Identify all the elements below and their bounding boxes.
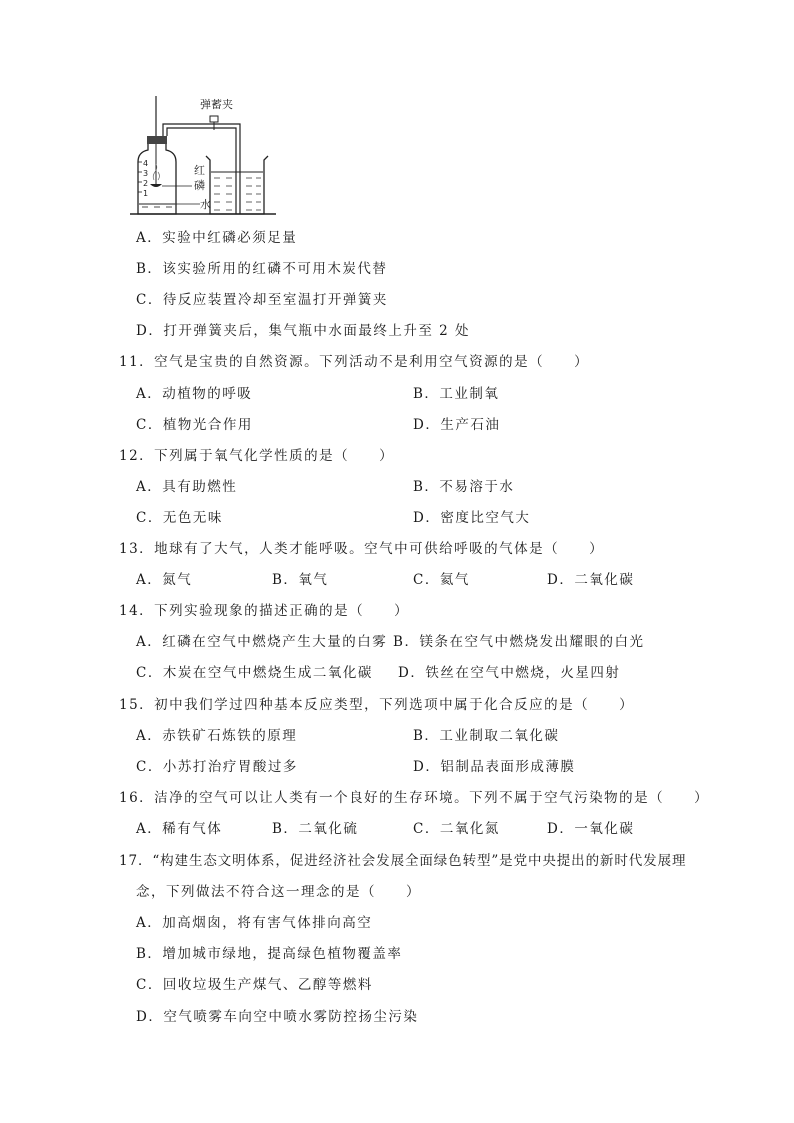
q12-option-c: C．无色无味 xyxy=(136,510,223,526)
q16-option-c: C．二氧化氮 xyxy=(413,821,500,837)
scale-mark-1: 1 xyxy=(143,189,149,198)
phosphorus-label-char1: 红 xyxy=(194,164,205,177)
phosphorus-label-char2: 磷 xyxy=(194,179,205,192)
q15-option-c: C．小苏打治疗胃酸过多 xyxy=(136,759,298,775)
q11-option-d: D．生产石油 xyxy=(413,417,501,433)
q14-option-a-b: A．红磷在空气中燃烧产生大量的白雾 B．镁条在空气中燃烧发出耀眼的白光 xyxy=(136,634,645,650)
q13-option-a: A．氮气 xyxy=(136,572,193,588)
q14-stem: 14．下列实验现象的描述正确的是（ ） xyxy=(119,603,410,619)
q10-option-d: D．打开弹簧夹后，集气瓶中水面最终上升至 2 处 xyxy=(136,323,470,339)
q17-option-d: D．空气喷雾车向空中喷水雾防控扬尘污染 xyxy=(136,1009,419,1025)
q14-option-c: C．木炭在空气中燃烧生成二氧化碳 xyxy=(136,665,373,681)
q11-option-a: A．动植物的呼吸 xyxy=(136,386,253,402)
q17-option-a: A．加高烟囱，将有害气体排向高空 xyxy=(136,915,373,931)
q10-option-a: A．实验中红磷必须足量 xyxy=(136,230,298,246)
q15-option-a: A．赤铁矿石炼铁的原理 xyxy=(136,728,298,744)
q17-stem-line2: 念，下列做法不符合这一理念的是（ ） xyxy=(136,884,421,900)
q16-option-b: B．二氧化硫 xyxy=(272,821,359,837)
q10-option-c: C．待反应装置冷却至室温打开弹簧夹 xyxy=(136,292,388,308)
q17-stem-line1: 17．“构建生态文明体系，促进经济社会发展全面绿色转型”是党中央提出的新时代发展理 xyxy=(119,853,687,869)
q13-option-b: B．氧气 xyxy=(272,572,329,588)
q16-stem: 16．洁净的空气可以让人类有一个良好的生存环境。下列不属于空气污染物的是（ ） xyxy=(119,790,710,806)
q13-option-d: D．二氧化碳 xyxy=(547,572,635,588)
q11-stem: 11．空气是宝贵的自然资源。下列活动不是利用空气资源的是（ ） xyxy=(119,354,590,370)
q15-option-b: B．工业制取二氧化碳 xyxy=(413,728,560,744)
q13-option-c: C．氦气 xyxy=(413,572,470,588)
scale-mark-2: 2 xyxy=(143,179,149,188)
q12-option-a: A．具有助燃性 xyxy=(136,479,238,495)
apparatus-figure xyxy=(130,92,280,222)
q14-option-d: D．铁丝在空气中燃烧，火星四射 xyxy=(398,665,621,681)
q17-option-b: B．增加城市绿地，提高绿色植物覆盖率 xyxy=(136,946,403,962)
scale-mark-4: 4 xyxy=(143,159,149,168)
clip-label: 弹蓄夹 xyxy=(200,98,233,111)
q15-stem: 15．初中我们学过四种基本反应类型，下列选项中属于化合反应的是（ ） xyxy=(119,697,635,713)
q12-option-b: B．不易溶于水 xyxy=(413,479,515,495)
q12-stem: 12．下列属于氧气化学性质的是（ ） xyxy=(119,448,395,464)
q15-option-d: D．铝制品表面形成薄膜 xyxy=(413,759,576,775)
scale-mark-3: 3 xyxy=(143,169,149,178)
water-label: 水 xyxy=(200,198,211,211)
q16-option-d: D．一氧化碳 xyxy=(547,821,635,837)
q11-option-c: C．植物光合作用 xyxy=(136,417,253,433)
q17-option-c: C．回收垃圾生产煤气、乙醇等燃料 xyxy=(136,977,373,993)
q16-option-a: A．稀有气体 xyxy=(136,821,223,837)
q10-option-b: B．该实验所用的红磷不可用木炭代替 xyxy=(136,261,388,277)
q12-option-d: D．密度比空气大 xyxy=(413,510,531,526)
q11-option-b: B．工业制氧 xyxy=(413,386,500,402)
q13-stem: 13．地球有了大气，人类才能呼吸。空气中可供给呼吸的气体是（ ） xyxy=(119,541,605,557)
